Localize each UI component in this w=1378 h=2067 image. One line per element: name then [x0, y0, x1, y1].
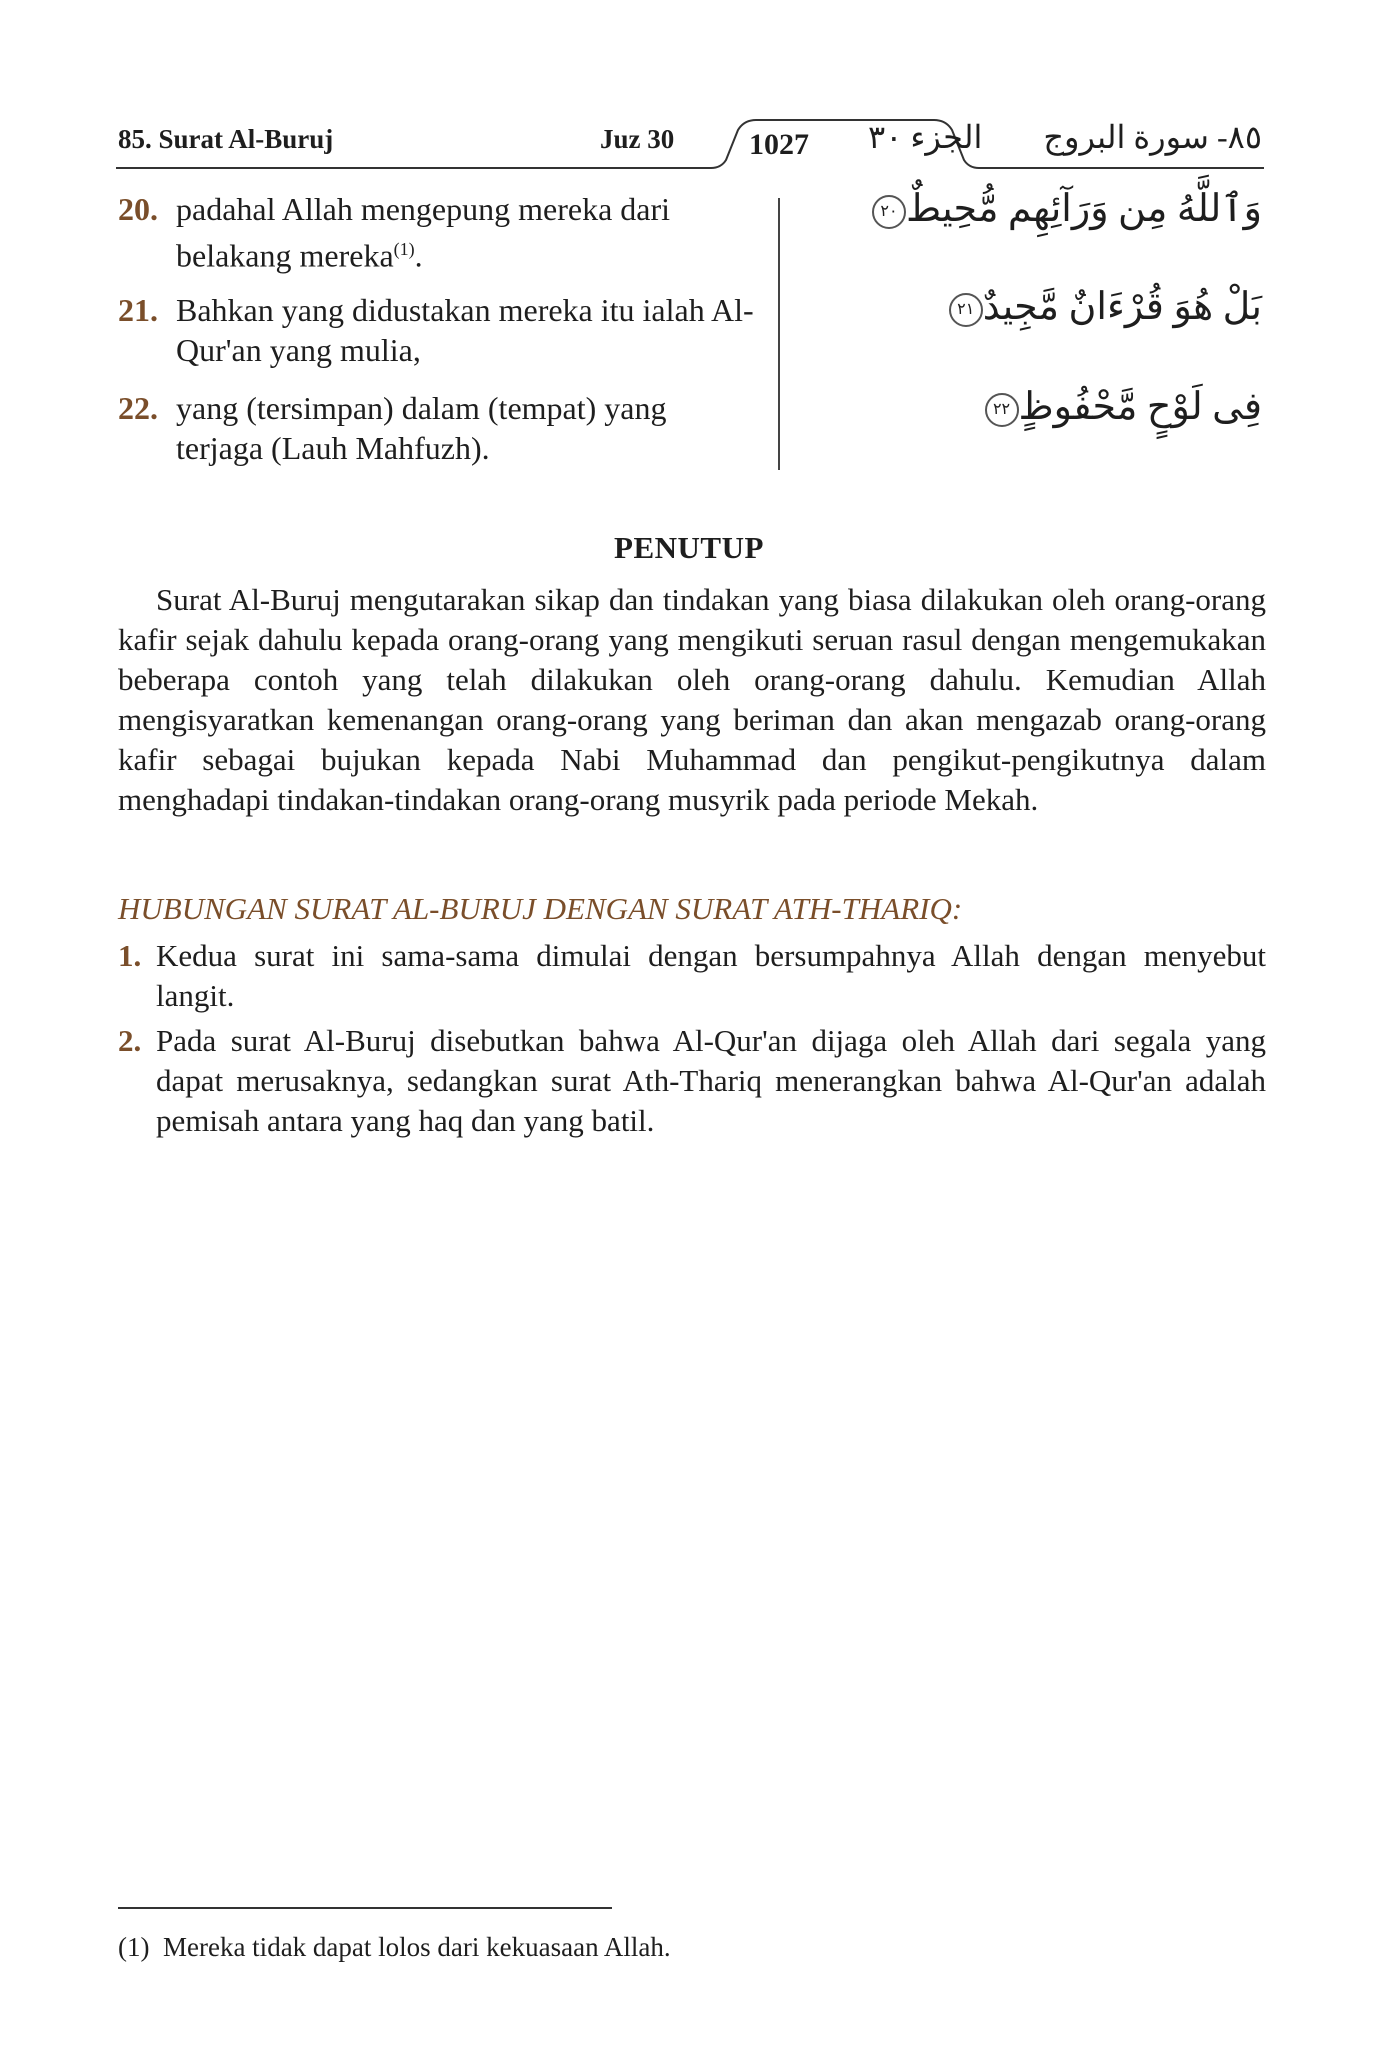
verse-21-translation	[118, 290, 758, 370]
page-number: 1027	[749, 128, 809, 161]
verse-20-arabic: وَٱللَّهُ مِن وَرَآئِهِم مُّحِيطٌ٢٠	[868, 186, 1262, 231]
verse-number: 21.	[118, 292, 158, 328]
item-text: Pada surat Al-Buruj disebutkan bahwa Al-Qur'an dijaga oleh Allah dari segala yang dapat merusaknya, sedangkan surat Ath-Thariq menerangkan bahwa Al-Qur'an adalah pemisah antara yang haq dan yang batil.	[156, 1023, 1266, 1138]
verse-text: yang (tersimpan) dalam (tempat) yang terjaga (Lauh Mahfuzh).	[176, 390, 667, 466]
item-number: 2.	[118, 1023, 142, 1058]
footnote-text: Mereka tidak dapat lolos dari kekuasaan Allah.	[162, 1932, 671, 1962]
footnote-ref[interactable]: (1)	[393, 239, 415, 259]
item-number: 1.	[118, 938, 142, 973]
footnote-rule	[118, 1907, 612, 1909]
verse-22-arabic: فِى لَوْحٍ مَّحْفُوظٍ٢٢	[981, 384, 1262, 429]
running-head-surah: 85. Surat Al-Buruj	[118, 124, 334, 154]
running-head-juz-arabic: الجزء ٣٠	[868, 119, 983, 155]
verse-text: Bahkan yang didustakan mereka itu ialah Al-Qur'an yang mulia,	[176, 292, 754, 368]
footnote-1	[118, 1932, 671, 1963]
ayah-end-marker: ٢١	[949, 293, 983, 327]
column-divider	[778, 198, 780, 470]
verse-21-arabic: بَلْ هُوَ قُرْءَانٌ مَّجِيدٌ٢١	[945, 284, 1262, 329]
relation-item-2	[118, 1021, 1266, 1141]
relation-item-1	[118, 936, 1266, 1016]
section-heading-penutup: PENUTUP	[614, 530, 764, 565]
verse-text: padahal Allah mengepung mereka dari belakang mereka$^{(1)}$.	[176, 191, 671, 274]
verse-number: 20.	[118, 191, 158, 227]
verse-number: 22.	[118, 390, 158, 426]
ayah-end-marker: ٢٠	[872, 195, 906, 229]
closing-paragraph: Surat Al-Buruj mengutarakan sikap dan tindakan yang biasa dilakukan oleh orang-orang kafir sejak dahulu kepada orang-orang yang mengikuti seruan rasul dengan mengemukakan beberapa contoh yang telah dilakukan oleh orang-orang dahulu. Kemudian Allah mengisyaratkan kemenangan orang-orang yang beriman dan akan mengazab orang-orang kafir sebagai bujukan kepada Nabi Muhammad dan pengikut-pengikutnya dalam menghadapi tindakan-tindakan orang-orang musyrik pada periode Mekah.	[118, 582, 1266, 817]
footnote-marker: (1)	[118, 1932, 150, 1962]
ayah-end-marker: ٢٢	[985, 393, 1019, 427]
relation-heading: HUBUNGAN SURAT AL-BURUJ DENGAN SURAT ATH-THARIQ:	[118, 891, 963, 926]
running-head-surah-arabic: ٨٥- سورة البروج	[1043, 119, 1262, 155]
verse-20-translation	[118, 189, 758, 276]
verse-22-translation	[118, 388, 758, 468]
item-text: Kedua surat ini sama-sama dimulai dengan bersumpahnya Allah dengan menyebut langit.	[156, 938, 1266, 1013]
running-head-juz: Juz 30	[600, 124, 675, 154]
